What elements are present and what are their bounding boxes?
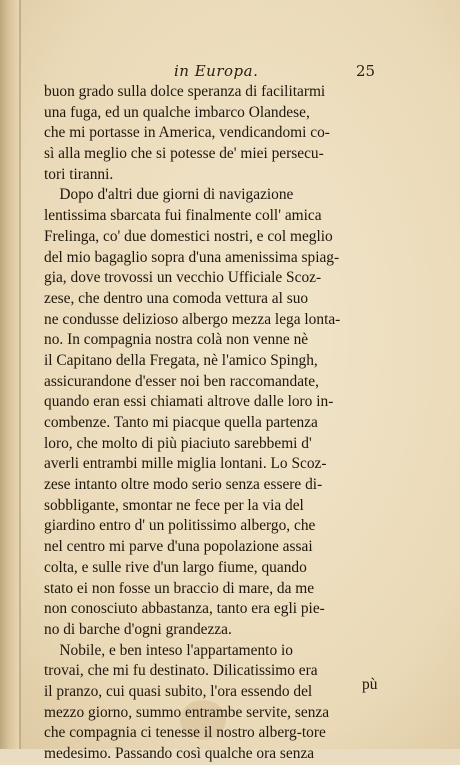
text-line: loro, che molto di più piaciuto sarebbemi d' bbox=[44, 434, 312, 452]
page-gutter bbox=[0, 0, 20, 749]
running-head: in Europa. bbox=[174, 62, 259, 80]
text-line: buon grado sulla dolce speranza di facilitarmi bbox=[44, 83, 326, 100]
text-line: non conosciuto abbastanza, tanto era egli pie- bbox=[44, 600, 325, 618]
text-line: zese intanto oltre modo serio senza essere di- bbox=[44, 476, 323, 494]
text-line: Nobile, e ben inteso l'appartamento io bbox=[44, 641, 293, 659]
text-line: zese, che dentro una comoda vettura al suo bbox=[44, 289, 309, 307]
text-line: medesimo. Passando così qualche ora senza bbox=[44, 745, 315, 762]
text-line: assicurandone d'esser noi ben raccomandate, bbox=[44, 372, 319, 390]
catchword: pù bbox=[362, 676, 378, 693]
text-line: Frelinga, co' due domestici nostri, e col meglio bbox=[44, 227, 333, 245]
text-line: no di barche d'ogni grandezza. bbox=[44, 620, 232, 638]
text-line: sì alla meglio che si potesse de' miei persecu- bbox=[44, 145, 324, 163]
text-line: colta, e sulle rive d'un largo fiume, quando bbox=[44, 558, 307, 576]
body-text bbox=[44, 82, 404, 765]
text-line: che compagnia ci tenesse il nostro alberg-tore bbox=[44, 724, 326, 742]
text-line: tori tiranni. bbox=[44, 165, 114, 183]
text-line: sobbligante, smontar ne fece per la via del bbox=[44, 496, 304, 514]
text-line: Dopo d'altri due giorni di navigazione bbox=[44, 186, 294, 204]
text-line: che mi portasse in America, vendicandomi co- bbox=[44, 124, 330, 142]
text-line: ne condusse delizioso albergo mezza lega lonta- bbox=[44, 310, 341, 328]
page-header bbox=[44, 62, 374, 82]
text-line: nel centro mi parve d'una popolazione assai bbox=[44, 538, 313, 556]
text-line: lentissima sbarcata fui finalmente coll' amica bbox=[44, 207, 322, 225]
text-line: stato ei non fosse un braccio di mare, da me bbox=[44, 579, 315, 597]
text-line: trovai, che mi fu destinato. Dilicatissimo era bbox=[44, 662, 318, 680]
text-line: quando eran essi chiamati altrove dalle loro in- bbox=[44, 393, 334, 411]
text-line: giardino entro d' un politissimo albergo, che bbox=[44, 517, 316, 535]
text-line: averli entrambi mille miglia lontani. Lo Scoz- bbox=[44, 455, 327, 473]
text-line: gia, dove trovossi un vecchio Ufficiale Scoz- bbox=[44, 269, 322, 287]
text-line: una fuga, ed un qualche imbarco Olandese, bbox=[44, 103, 310, 121]
text-line: no. In compagnia nostra colà non venne nè bbox=[44, 331, 309, 349]
binding-edge bbox=[19, 0, 21, 749]
text-line: del mio bagaglio sopra d'una amenissima spiag- bbox=[44, 248, 340, 266]
text-line: il pranzo, cui quasi subito, l'ora essendo del bbox=[44, 682, 313, 700]
text-line: il Capitano della Fregata, nè l'amico Spingh, bbox=[44, 351, 318, 369]
text-line: mezzo giorno, summo entrambe servite, senza bbox=[44, 703, 330, 721]
page-number: 25 bbox=[356, 62, 376, 80]
text-line: combenze. Tanto mi piacque quella partenza bbox=[44, 414, 318, 431]
